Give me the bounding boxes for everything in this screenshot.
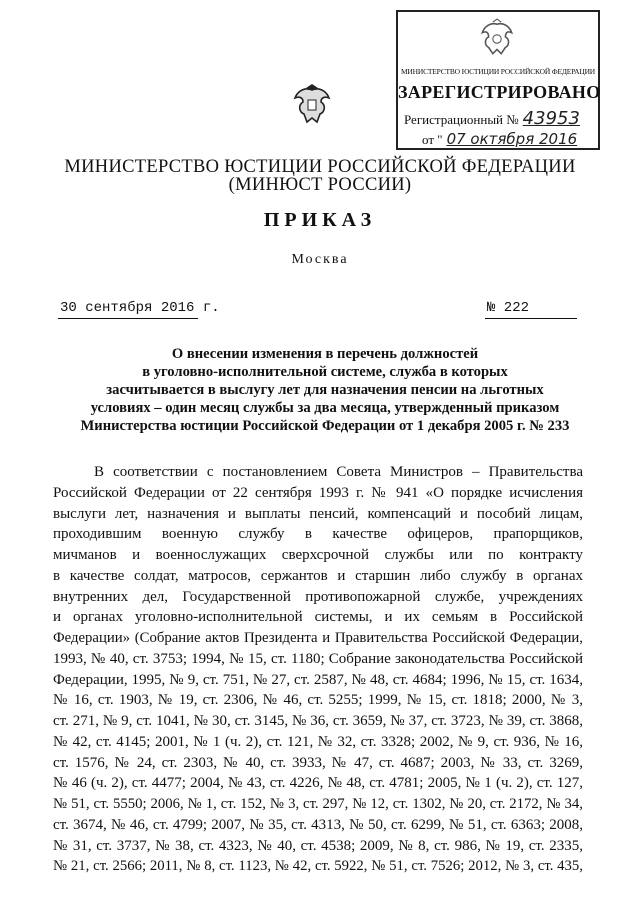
date-underline <box>58 318 198 319</box>
number-underline <box>485 318 577 319</box>
coat-of-arms-icon <box>292 82 332 128</box>
body-line: Федерации, 1995, № 9, ст. 751, № 27, ст. 2587, № 48, ст. 4684; 1996, № 15, ст. 1634, <box>53 671 583 688</box>
stamp-reg-label: Регистрационный № <box>404 112 519 127</box>
stamp-date: 07 октября 2016 <box>446 130 578 148</box>
body-line: ст. 271, № 9, ст. 1041, № 30, ст. 3145, № 36, ст. 3659, № 37, ст. 3723, № 39, ст. 3868, <box>53 713 583 729</box>
stamp-ministry: МИНИСТЕРСТВО ЮСТИЦИИ РОССИЙСКОЙ ФЕДЕРАЦИИ <box>400 67 596 76</box>
body-line: 1993, № 40, ст. 3753; 1994, № 15, ст. 1180; Собрание законодательства Российской <box>53 650 583 667</box>
document-date: 30 сентября 2016 г. <box>60 300 220 316</box>
document-number: № 222 <box>487 300 530 316</box>
stamp-date-row <box>422 130 577 148</box>
body-line: проходившим военную службу в качестве офицеров, прапорщиков, <box>53 526 583 543</box>
body-line: выслуги лет, назначения и выплаты пенсий, компенсаций и пособий лицам, <box>53 505 583 522</box>
document-title <box>60 345 590 435</box>
title-line: О внесении изменения в перечень должностей <box>171 346 479 362</box>
coat-of-arms-icon <box>476 18 518 60</box>
title-line: в уголовно-исполнительной системе, служба в которых <box>142 364 508 380</box>
stamp-reg-row <box>404 108 580 129</box>
title-line: условиях – один месяц службы за два месяца, утвержденный приказом <box>90 400 560 416</box>
title-line: Министерства юстиции Российской Федерации от 1 декабря 2005 г. № 233 <box>80 418 570 434</box>
body-line: № 46 (ч. 2), ст. 4477; 2004, № 43, ст. 4226, № 48, ст. 4781; 2005, № 1 (ч. 2), ст. 127, <box>53 775 583 792</box>
ministry-name: МИНИСТЕРСТВО ЮСТИЦИИ РОССИЙСКОЙ ФЕДЕРАЦИИ <box>64 157 576 177</box>
body-line: ст. 1576, № 24, ст. 2303, № 40, ст. 3933, № 47, ст. 4687; 2003, № 33, ст. 3269, <box>53 754 583 771</box>
body-line: № 21, ст. 2566; 2011, № 8, ст. 1123, № 42, ст. 5922, № 51, ст. 7526; 2012, № 3, ст. 435, <box>53 858 583 875</box>
stamp-date-label: от " <box>422 132 443 147</box>
stamp-reg-number: 43953 <box>522 108 580 129</box>
body-line: Российской Федерации от 22 сентября 1993 г. № 941 «О порядке исчисления <box>53 484 583 501</box>
body-line: мичманов и военнослужащих сверхсрочной службы или по контракту <box>53 547 583 563</box>
title-line: засчитывается в выслугу лет для назначения пенсии на льготных <box>106 382 544 398</box>
city: Москва <box>291 252 349 267</box>
body-line: № 31, ст. 3737, № 38, ст. 4323, № 40, ст. 4538; 2009, № 8, ст. 986, № 19, ст. 2335, <box>53 837 583 854</box>
body-line: № 16, ст. 1903, № 19, ст. 2306, № 46, ст. 5255; 1999, № 15, ст. 1818; 2000, № 3, <box>53 692 583 709</box>
body-line: № 42, ст. 4145; 2001, № 1 (ч. 2), ст. 121, № 32, ст. 3328; 2002, № 9, ст. 936, № 16, <box>53 733 583 750</box>
body-line: Федерации» (Собрание актов Президента и Правительства Российской Федерации, <box>53 630 583 646</box>
body-line: и органах уголовно-исполнительной системы, и их семьям в Российской <box>53 609 583 626</box>
document-body <box>53 462 583 877</box>
body-line: В соответствии с постановлением Совета Министров – Правительства <box>94 464 583 480</box>
body-line: № 51, ст. 5550; 2006, № 1, ст. 152, № 3, ст. 297, № 12, ст. 1302, № 20, ст. 2172, № 34, <box>53 796 583 812</box>
document-type: ПРИКАЗ <box>263 209 377 231</box>
body-line: в качестве солдат, матросов, сержантов и старшин либо службу в органах <box>53 567 583 584</box>
registration-stamp <box>396 10 600 150</box>
stamp-registered: ЗАРЕГИСТРИРОВАНО <box>398 82 601 102</box>
body-line: внутренних дел, Государственной противопожарной службе, учреждениях <box>53 588 583 605</box>
ministry-short-name: (МИНЮСТ РОССИИ) <box>228 175 412 195</box>
body-line: ст. 3674, № 46, ст. 4799; 2007, № 35, ст. 4313, № 50, ст. 6299, № 51, ст. 6363; 2008, <box>53 816 583 833</box>
